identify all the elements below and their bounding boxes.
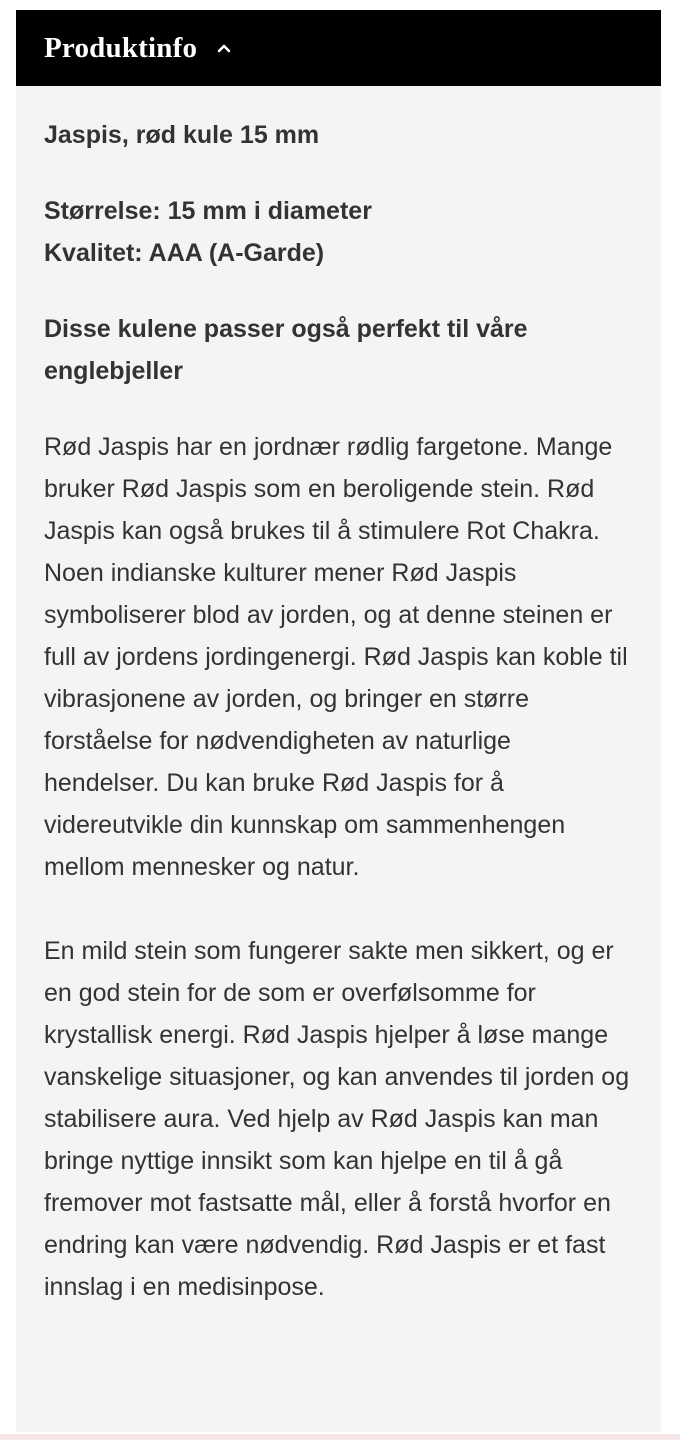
accordion-title: Produktinfo (44, 31, 198, 64)
description-paragraph-1: Rød Jaspis har en jordnær rødlig fargetone. Mange bruker Rød Jaspis som en beroligende stein. Rød Jaspis kan også brukes til å stimulere Rot Chakra. Noen indianske kulturer mener Rød Jaspis symboliserer blod av jorden, og at denne steinen er full av jordens jordingenergi. Rød Jaspis kan koble til vibrasjonene av jorden, og bringer en større forståelse for nødvendigheten av naturlige hendelser. Du kan bruke Rød Jaspis for å videreutvikle din kunnskap om sammenhengen mellom mennesker og natur. (44, 433, 628, 881)
size-line: Størrelse: 15 mm i diameter (44, 197, 372, 225)
product-heading: Jaspis, rød kule 15 mm (44, 121, 320, 149)
product-specs (44, 190, 633, 274)
description-paragraph-2: En mild stein som fungerer sakte men sikkert, og er en god stein for de som er overfølsomme for krystallisk energi. Rød Jaspis hjelper å løse mange vanskelige situasjoner, og kan anvendes til jorden og stabilisere aura. Ved hjelp av Rød Jaspis kan man bringe nyttige innsikt som kan hjelpe en til å gå fremover mot fastsatte mål, eller å forstå hvorfor en endring kan være nødvendig. Rød Jaspis er et fast innslag i en medisinpose. (44, 937, 630, 1301)
chevron-up-icon (217, 41, 231, 55)
product-note: Disse kulene passer også perfekt til våre englebjeller (44, 315, 528, 385)
bottom-divider (0, 1434, 680, 1440)
product-info-accordion (16, 10, 661, 1432)
quality-line: Kvalitet: AAA (A-Garde) (44, 239, 325, 267)
accordion-content (16, 86, 661, 1432)
product-info-toggle[interactable] (16, 10, 661, 86)
